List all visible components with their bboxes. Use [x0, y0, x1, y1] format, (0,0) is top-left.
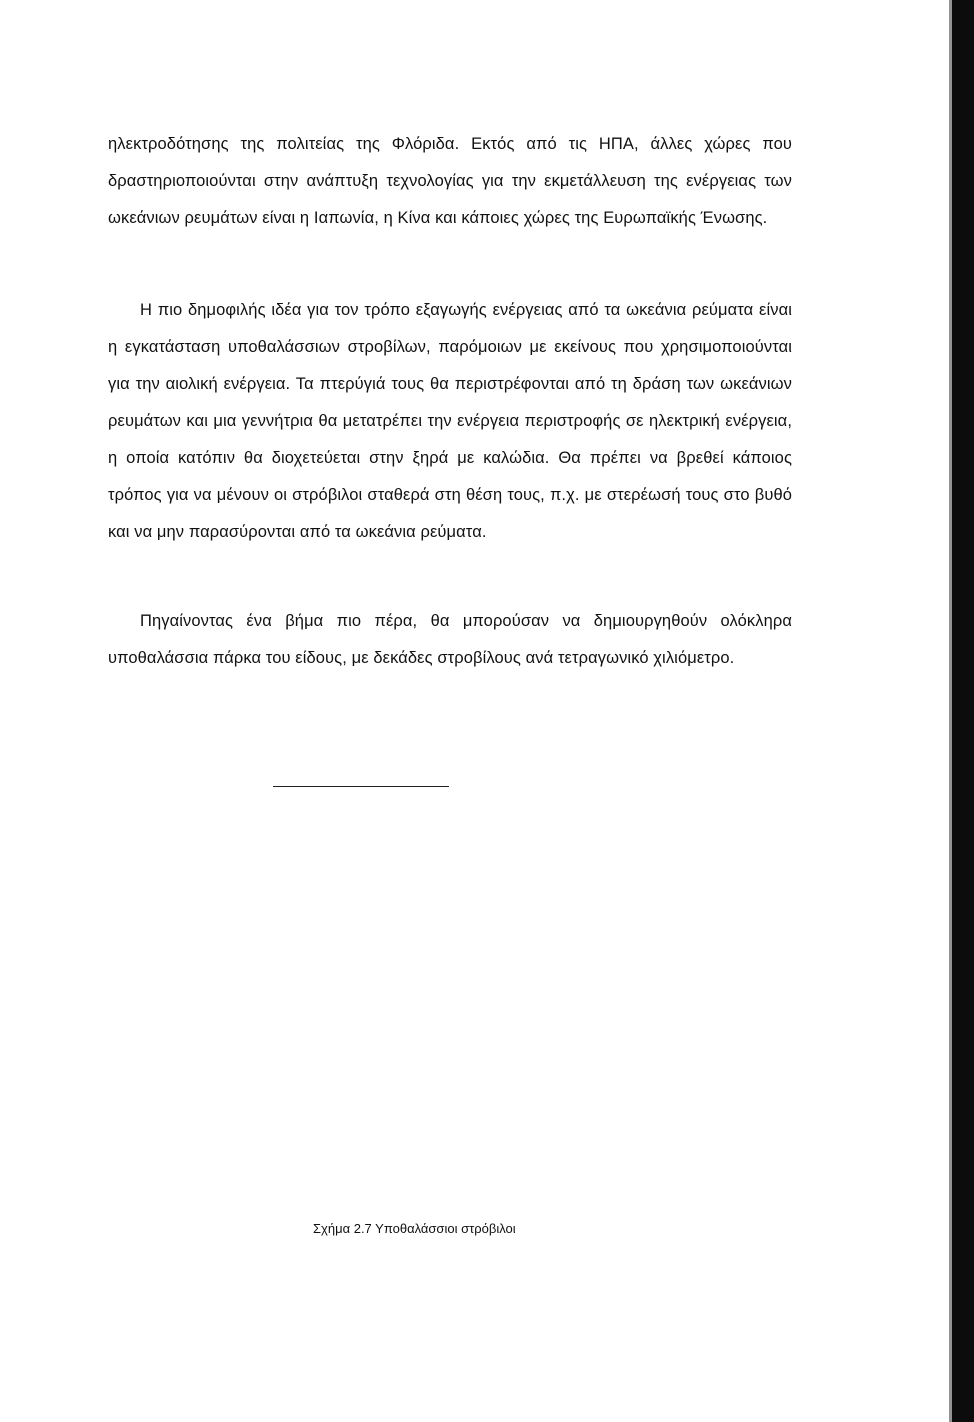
figure-caption: Σχήμα 2.7 Υποθαλάσσιοι στρόβιλοι	[313, 1221, 516, 1236]
paragraph-underwater-turbines: Η πιο δημοφιλής ιδέα για τον τρόπο εξαγωγής ενέργειας από τα ωκεάνια ρεύματα είναι η εγκατάσταση υποθαλάσσιων στροβίλων, παρόμοιων με εκείνους που χρησιμοποιούνται για την αιολική ενέργεια. Τα πτερύγιά τους θα περιστρέφονται από τη δράση των ωκεάνιων ρευμάτων και μια γεννήτρια θα μετατρέπει την ενέργεια περιστροφής σε ηλεκτρική ενέργεια, η οποία κατόπιν θα διοχετεύεται στην ξηρά με καλώδια. Θα πρέπει να βρεθεί κάποιος τρόπος για να μένουν οι στρόβιλοι σταθερά στη θέση τους, π.χ. με στερέωσή τους στο βυθό και να μην παρασύρονται από τα ωκεάνια ρεύματα.	[108, 301, 792, 541]
section-divider-rule	[273, 786, 449, 787]
paragraph-underwater-parks: Πηγαίνοντας ένα βήμα πιο πέρα, θα μπορούσαν να δημιουργηθούν ολόκληρα υποθαλάσσια πάρκα του είδους, με δεκάδες στροβίλους ανά τετραγωνικό χιλιόμετρο.	[108, 612, 792, 667]
scan-edge-border	[952, 0, 974, 1422]
paragraph-florida-countries: ηλεκτροδότησης της πολιτείας της Φλόριδα. Εκτός από τις ΗΠΑ, άλλες χώρες που δραστηριοποιούνται στην ανάπτυξη τεχνολογίας για την εκμετάλλευση της ενέργειας των ωκεάνιων ρευμάτων είναι η Ιαπωνία, η Κίνα και κάποιες χώρες της Ευρωπαϊκής Ένωσης.	[108, 135, 792, 227]
